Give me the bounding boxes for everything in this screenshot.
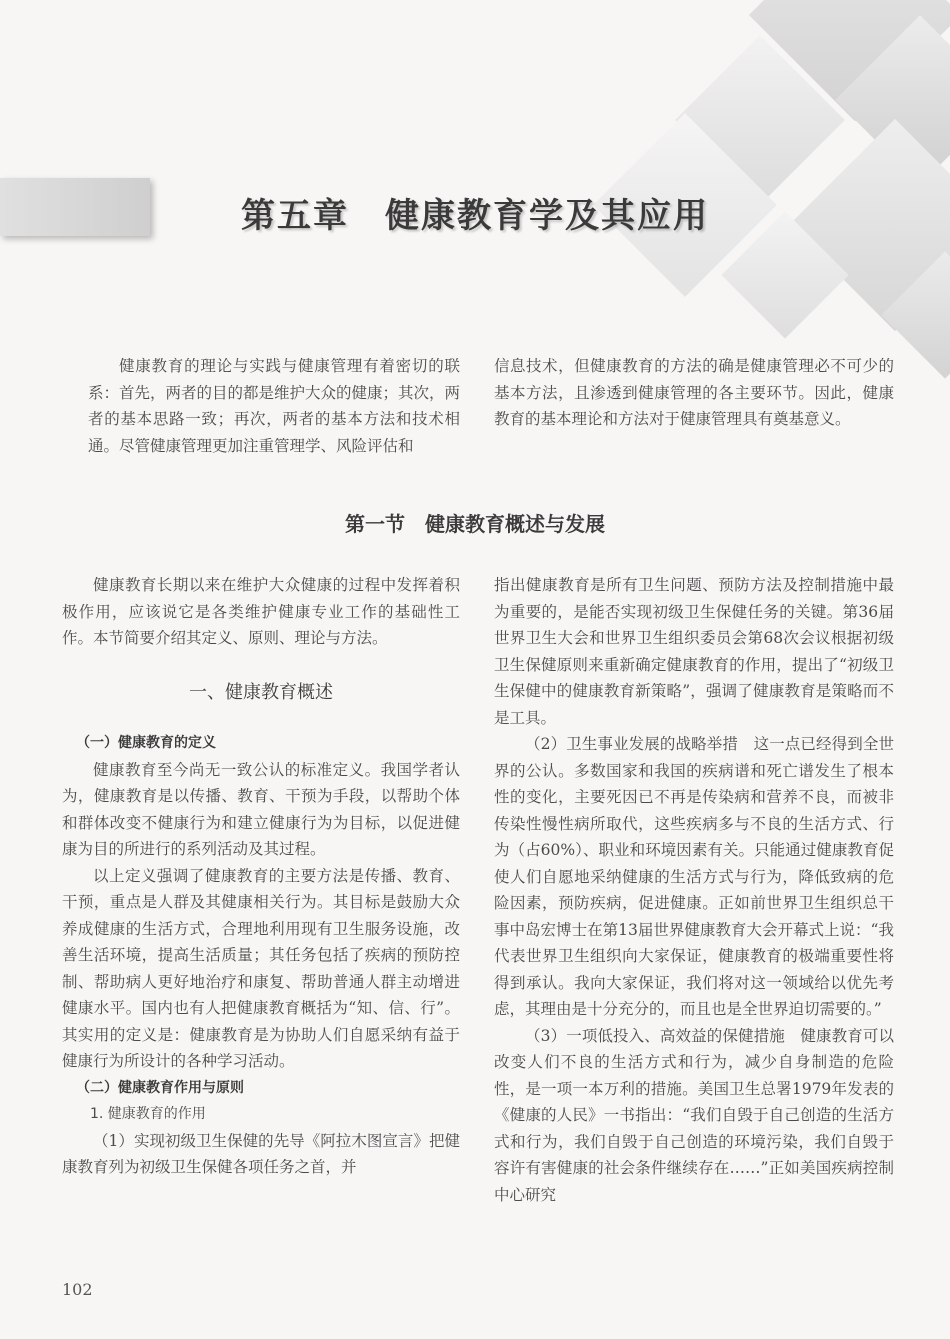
intro-paragraph-continued: 信息技术，但健康教育的方法的确是健康管理必不可少的基本方法，且渗透到健康管理的各主要环节。因此，健康教育的基本理论和方法对于健康管理具有奠基意义。 [494,357,894,428]
subheading-definition: （一）健康教育的定义 [76,735,216,751]
body-paragraph: （1）实现初级卫生保健的先导《阿拉木图宣言》把健康教育列为初级卫生保健各项任务之首，并 [62,1131,460,1176]
section-title: 第一节 健康教育概述与发展 [345,512,605,536]
left-column [62,572,460,1181]
heading-health-education-overview: 一、健康教育概述 [189,681,333,703]
body-paragraph: （2）卫生事业发展的战略举措 这一点已经得到全世界的公认。多数国家和我国的疾病谱和死亡谱发生了根本性的变化，主要死因已不再是传染病和营养不良，而被非传染性慢性病所取代，这些疾病多与不良的生活方式、行为（占60%）、职业和环境因素有关。只能通过健康教育促使人们自愿地采纳健康的生活方式与行为，降低致病的危险因素，预防疾病，促进健康。正如前世界卫生组织总干事中岛宏博士在第13届世界健康教育大会开幕式上说：“我代表世界卫生组织向大家保证，健康教育的极端重要性将得到承认。我向大家保证，我们将对这一领域给以优先考虑，其理由是十分充分的，而且也是全世界迫切需要的。” [494,735,894,1018]
page-number: 102 [62,1280,93,1299]
body-paragraph: 健康教育至今尚无一致公认的标准定义。我国学者认为，健康教育是以传播、教育、干预为手段，以帮助个体和群体改变不健康行为和建立健康行为为目标，以促进健康为目的所进行的系列活动及其过程。 [62,760,460,858]
right-column [494,572,894,1208]
body-paragraph: 以上定义强调了健康教育的主要方法是传播、教育、干预，重点是人群及其健康相关行为。其目标是鼓励大众养成健康的生活方式，合理地利用现有卫生服务设施，改善生活环境，提高生活质量；其任务包括了疾病的预防控制、帮助病人更好地治疗和康复、帮助普通人群主动增进健康水平。国内也有人把健康教育概括为“知、信、行”。其实用的定义是：健康教育是为协助人们自愿采纳有益于健康行为所设计的各种学习活动。 [62,866,460,1070]
body-paragraph-continued: 指出健康教育是所有卫生问题、预防方法及控制措施中最为重要的，是能否实现初级卫生保健任务的关键。第36届世界卫生大会和世界卫生组织委员会第68次会议根据初级卫生保健原则来重新确定健康教育的作用，提出了“初级卫生保健中的健康教育新策略”，强调了健康教育是策略而不是工具。 [494,576,894,727]
intro-left-column [88,353,460,459]
intro-paragraph: 健康教育的理论与实践与健康管理有着密切的联系：首先，两者的目的都是维护大众的健康；其次，两者的基本思路一致；再次，两者的基本方法和技术相通。尽管健康管理更加注重管理学、风险评估和 [88,357,461,455]
body-paragraph: （3）一项低投入、高效益的保健措施 健康教育可以改变人们不良的生活方式和行为，减少自身制造的危险性，是一项一本万利的措施。美国卫生总署1979年发表的《健康的人民》一书指出：“我们自毁于自己创造的生活方式和行为，我们自毁于自己创造的环境污染，我们自毁于容许有害健康的社会条件继续存在……”正如美国疾病控制中心研究 [494,1026,894,1204]
chapter-title: 第五章 健康教育学及其应用 [241,196,709,236]
subheading-role-and-principles: （二）健康教育作用与原则 [76,1079,244,1096]
intro-right-column [494,353,894,433]
body-paragraph: 健康教育长期以来在维护大众健康的过程中发挥着积极作用，应该说它是各类维护健康专业工作的基础性工作。本节简要介绍其定义、原则、理论与方法。 [62,576,460,647]
subheading-role: 1. 健康教育的作用 [90,1106,206,1122]
